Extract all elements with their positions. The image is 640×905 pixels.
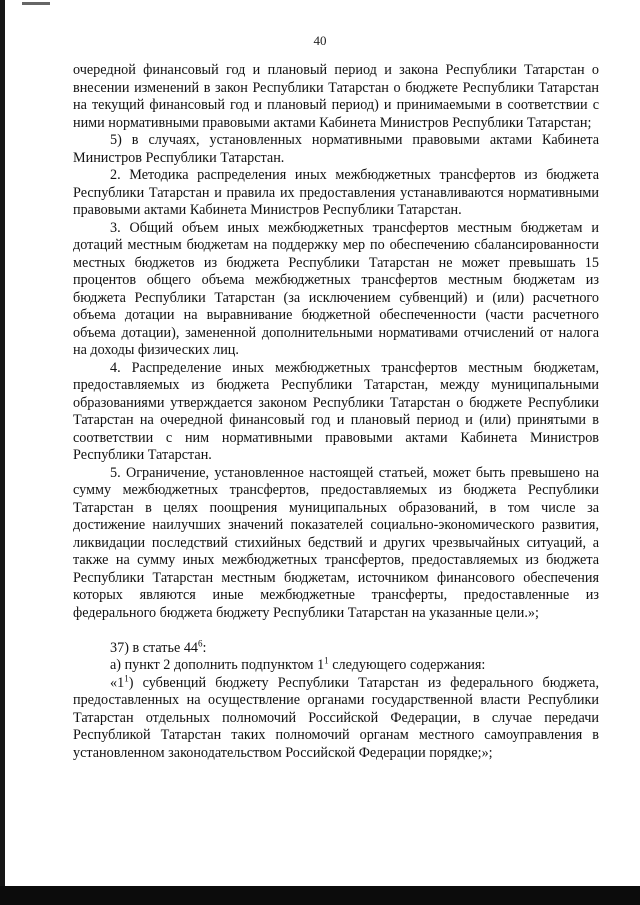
paragraph-subitem-a: [73, 657, 599, 675]
paragraph-quoted-subclause: [73, 672, 599, 763]
item-37-text: 37) в статье 44: [110, 639, 199, 656]
scan-top-mark: [22, 2, 50, 5]
page-number: 40: [313, 33, 327, 48]
paragraph-item-5: 5) в случаях, установленных нормативными правовыми актами Кабинета Министров Республики Татарстан.: [73, 132, 599, 166]
paragraph-clause-5: 5. Ограничение, установленное настоящей статьей, может быть превышено на сумму межбюджетных трансфертов, предоставляемых из бюджета Республики Татарстан в целях поощрения муниципальных образований, в том числе за достижение наилучших значений показателей социально-экономического развития, ликвидации последствий стихийных бедствий и других чрезвычайных ситуаций, а также на сумму иных межбюджетных трансфертов, предоставляемых из бюджета Республики Татарстан местным бюджетам, источником финансового обеспечения которых являются иные межбюджетные трансферты, предоставленные из федерального бюджета бюджету Республики Татарстан на указанные цели.»;: [73, 464, 599, 621]
document-body: [73, 62, 599, 762]
subitem-a-tail: следующего содержания:: [328, 657, 486, 673]
paragraph-continuation: очередной финансовый год и плановый период и закона Республики Татарстан о внесении изменений в закон Республики Татарстан о бюджете Республики Татарстан на текущий финансовый год и плановый период) и принимаемыми в соответствии с ними нормативными правовыми актами Кабинета Министров Республики Татарстан;: [73, 62, 599, 131]
item-37-superscript: 6: [198, 637, 203, 648]
paragraph-clause-4: 4. Распределение иных межбюджетных трансфертов местным бюджетам, предоставляемых из бюджета Республики Татарстан, между муниципальными образованиями утверждается законом Республики Татарстан о бюджете Республики Татарстан на очередной финансовый год и плановый период и (или) принятыми в соответствии с ним нормативными правовыми актами Кабинета Министров Республики Татарстан.: [73, 359, 599, 463]
scan-bottom-edge: [0, 886, 640, 905]
quoted-subclause-superscript: 1: [124, 672, 129, 683]
paragraph-clause-3: 3. Общий объем иных межбюджетных трансфертов местным бюджетам и дотаций местным бюджетам на поддержку мер по обеспечению сбалансированности местных бюджетов из бюджета Республики Татарстан не может превышать 15 процентов общего объема межбюджетных трансфертов местным бюджетам из бюджета Республики Татарстан (за исключением субвенций) и (или) расчетного объема дотации на выравнивание бюджетной обеспеченности (части расчетного объема дотации), замененной дополнительными нормативами отчислений от налога на доходы физических лиц.: [73, 219, 599, 358]
scan-left-edge: [0, 0, 5, 905]
quoted-subclause-text: ) субвенций бюджету Республики Татарстан из федерального бюджета, предоставленных на осуществление органами государственной власти Республики Татарстан отдельных полномочий Российской Федерации, в случае передачи Республикой Татарстан таких полномочий органам местного самоуправления в установленном законодательством Российской Федерации порядке;»;: [73, 674, 599, 761]
subitem-a-text: а) пункт 2 дополнить подпунктом 1: [110, 657, 325, 673]
paragraph-clause-2: 2. Методика распределения иных межбюджетных трансфертов из бюджета Республики Татарстан и правила их предоставления устанавливаются нормативными правовыми актами Кабинета Министров Республики Татарстан.: [73, 167, 599, 218]
item-37-colon: :: [202, 639, 207, 656]
subitem-a-superscript: 1: [324, 655, 329, 666]
quoted-subclause-start: «1: [110, 674, 125, 691]
paragraph-item-37: [73, 637, 599, 658]
